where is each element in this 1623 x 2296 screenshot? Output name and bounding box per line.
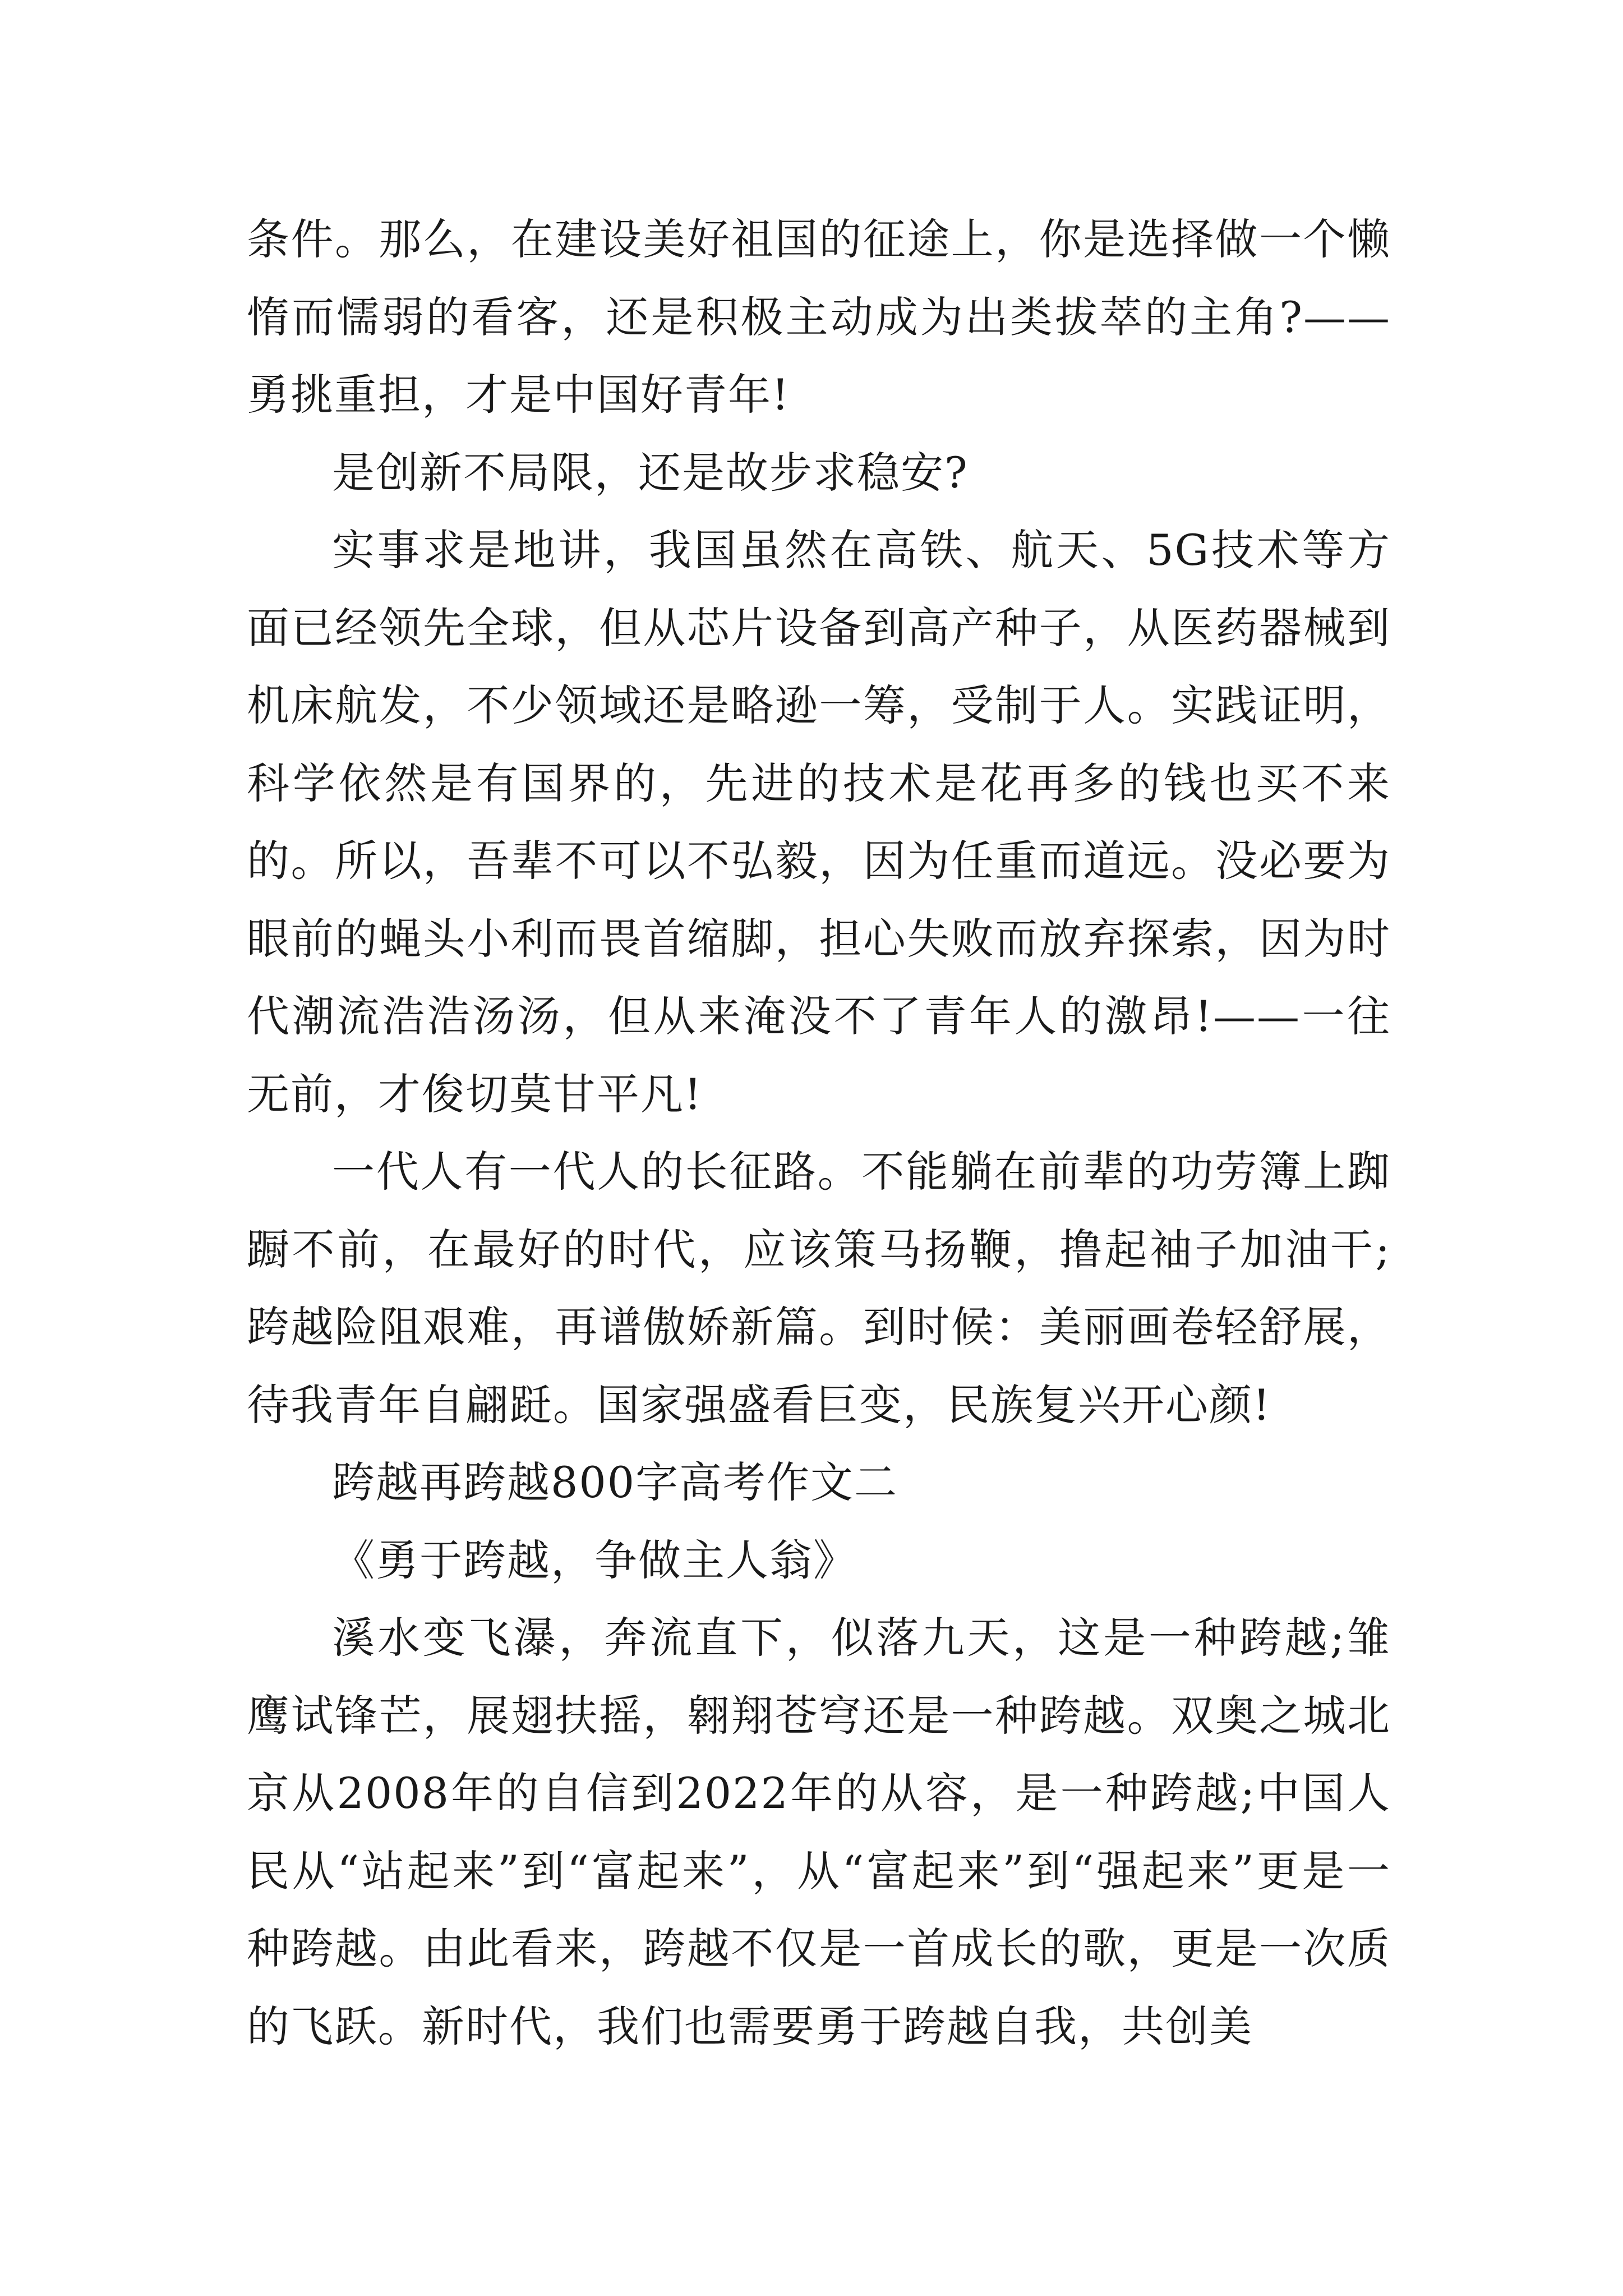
paragraph-1: 条件。那么，在建设美好祖国的征途上，你是选择做一个懒惰而懦弱的看客，还是积极主动成为出类拔萃的主角?——勇挑重担，才是中国好青年! (247, 214, 1391, 420)
paragraph-4: 一代人有一代人的长征路。不能躺在前辈的功劳簿上踟蹰不前，在最好的时代，应该策马扬鞭，撸起袖子加油干;跨越险阻艰难，再谱傲娇新篇。到时候：美丽画卷轻舒展，待我青年自翩跹。国家强盛看巨变，民族复兴开心颜! (247, 1147, 1391, 1430)
essay-title: 《勇于跨越，争做主人翁》 (332, 1535, 857, 1585)
document-body (247, 201, 1391, 2065)
paragraph-2: 是创新不局限，还是故步求稳安? (332, 447, 969, 498)
section-heading: 跨越再跨越800字高考作文二 (332, 1457, 898, 1507)
paragraph-7: 溪水变飞瀑，奔流直下，似落九天，这是一种跨越;雏鹰试锋芒，展翅扶摇，翱翔苍穹还是一种跨越。双奥之城北京从2008年的自信到2022年的从容，是一种跨越;中国人民从“站起来”到“富起来”，从“富起来”到“强起来”更是一种跨越。由此看来，跨越不仅是一首成长的歌，更是一次质的飞跃。新时代，我们也需要勇于跨越自我，共创美 (247, 1613, 1391, 2051)
paragraph-3: 实事求是地讲，我国虽然在高铁、航天、5G技术等方面已经领先全球，但从芯片设备到高产种子，从医药器械到机床航发，不少领域还是略逊一筹，受制于人。实践证明，科学依然是有国界的，先进的技术是花再多的钱也买不来的。所以，吾辈不可以不弘毅，因为任重而道远。没必要为眼前的蝇头小利而畏首缩脚，担心失败而放弃探索，因为时代潮流浩浩汤汤，但从来淹没不了青年人的激昂!——一往无前，才俊切莫甘平凡! (247, 525, 1391, 1119)
